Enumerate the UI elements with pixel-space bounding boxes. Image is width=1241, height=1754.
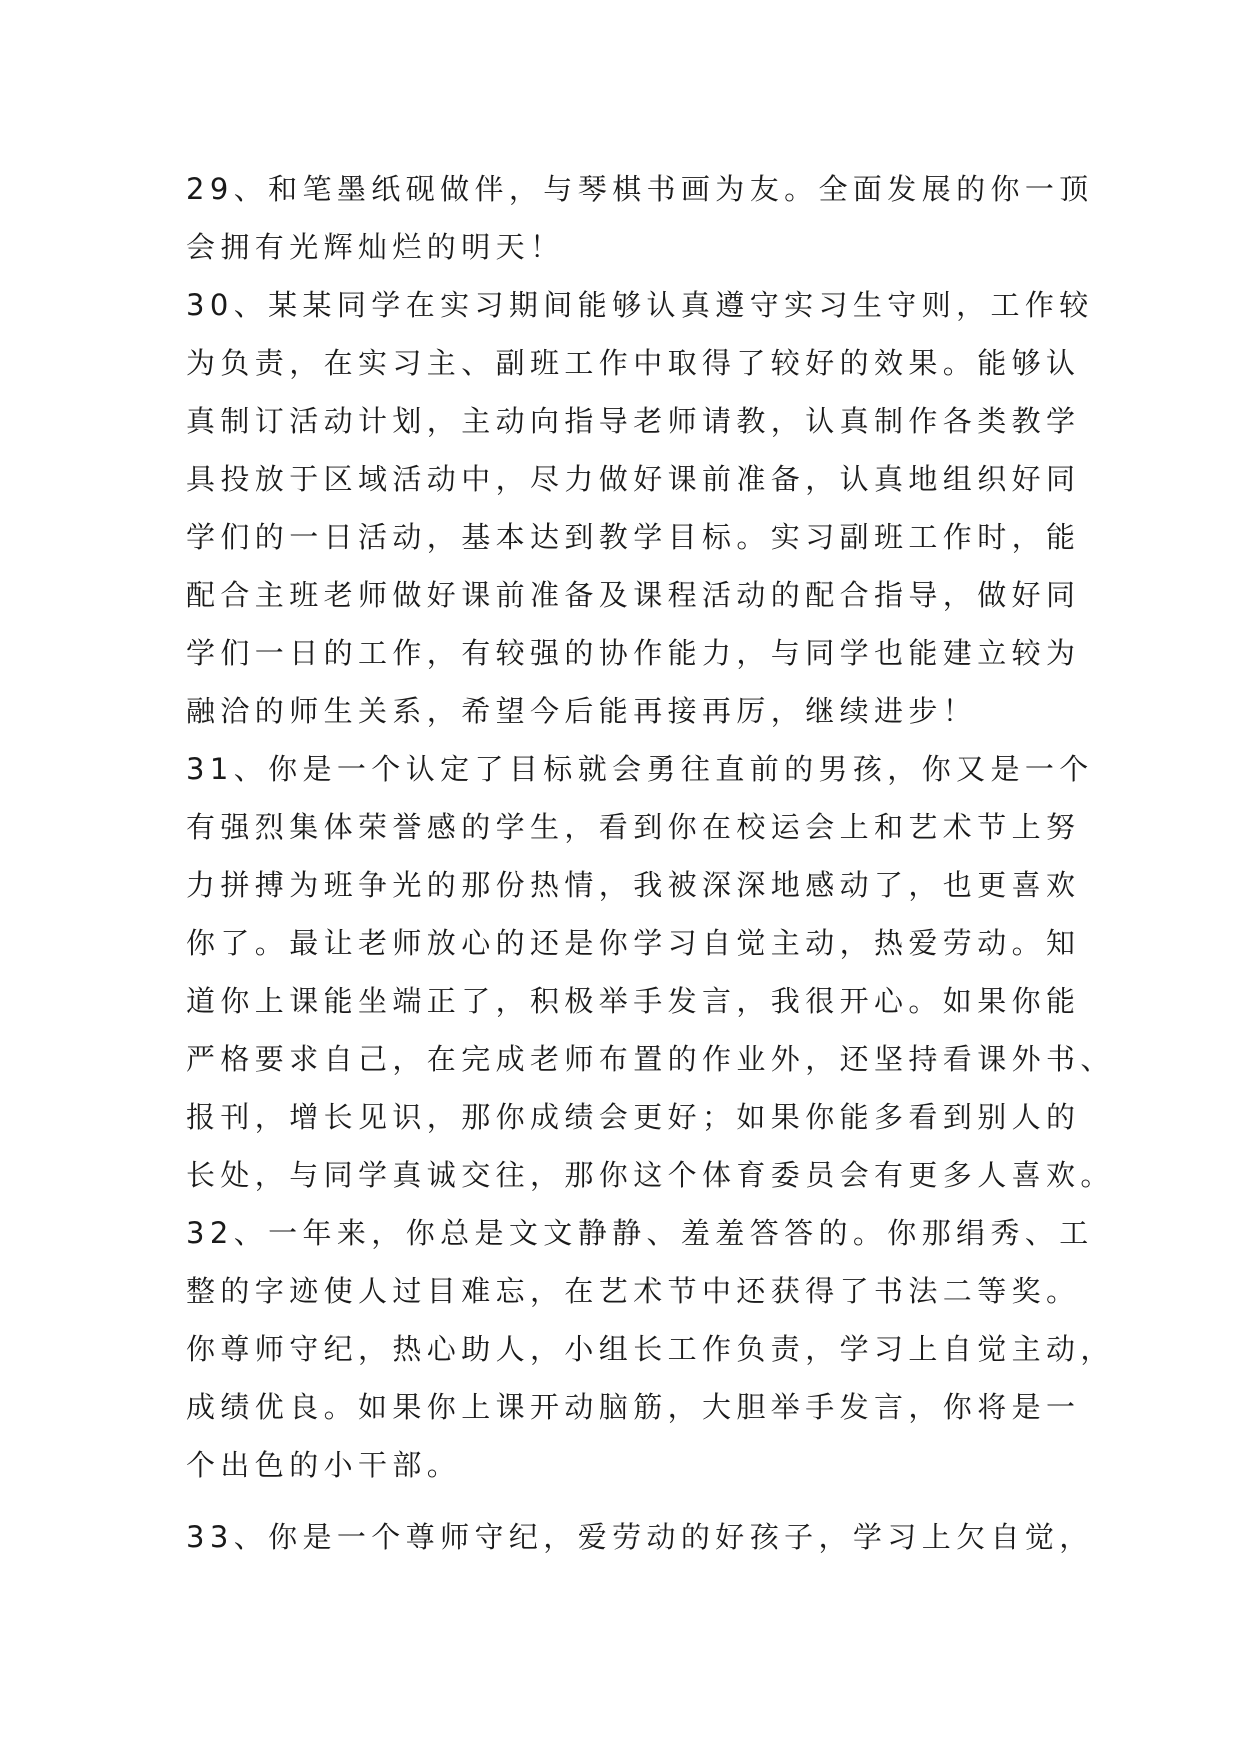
paragraph-33 (186, 1508, 1094, 1566)
text-line: 具投放于区域活动中，尽力做好课前准备，认真地组织好同 (186, 462, 1081, 496)
text-line: 真制订活动计划，主动向指导老师请教，认真制作各类教学 (186, 404, 1081, 438)
text-line: 有强烈集体荣誉感的学生，看到你在校运会上和艺术节上努 (186, 810, 1081, 844)
text-line: 报刊，增长见识，那你成绩会更好；如果你能多看到别人的 (186, 1100, 1081, 1134)
text-line: 力拼搏为班争光的那份热情，我被深深地感动了，也更喜欢 (186, 868, 1081, 902)
text-line: 成绩优良。如果你上课开动脑筋，大胆举手发言，你将是一 (186, 1390, 1081, 1424)
text-line: 你尊师守纪，热心助人，小组长工作负责，学习上自觉主动， (186, 1332, 1115, 1366)
paragraph-spacing (186, 1494, 1066, 1508)
paragraph-29 (186, 160, 1094, 276)
text-line: 长处，与同学真诚交往，那你这个体育委员会有更多人喜欢。 (186, 1158, 1115, 1192)
text-line: 32、一年来，你总是文文静静、羞羞答答的。你那绢秀、工 (186, 1216, 1094, 1250)
text-line: 融洽的师生关系，希望今后能再接再厉，继续进步！ (186, 694, 978, 728)
document-body (186, 160, 1115, 1566)
text-line: 配合主班老师做好课前准备及课程活动的配合指导，做好同 (186, 578, 1081, 612)
text-line: 33、你是一个尊师守纪，爱劳动的好孩子，学习上欠自觉， (186, 1520, 1094, 1554)
text-line: 31、你是一个认定了目标就会勇往直前的男孩，你又是一个 (186, 752, 1094, 786)
text-line: 会拥有光辉灿烂的明天！ (186, 230, 565, 264)
paragraph-30 (186, 276, 1094, 740)
text-line: 学们一日的工作，有较强的协作能力，与同学也能建立较为 (186, 636, 1081, 670)
paragraph-31 (186, 740, 1115, 1204)
text-line: 29、和笔墨纸砚做伴，与琴棋书画为友。全面发展的你一顶 (186, 172, 1094, 206)
text-line: 严格要求自己，在完成老师布置的作业外，还坚持看课外书、 (186, 1042, 1115, 1076)
text-line: 整的字迹使人过目难忘，在艺术节中还获得了书法二等奖。 (186, 1274, 1081, 1308)
text-line: 学们的一日活动，基本达到教学目标。实习副班工作时，能 (186, 520, 1081, 554)
text-line: 道你上课能坐端正了，积极举手发言，我很开心。如果你能 (186, 984, 1081, 1018)
text-line: 30、某某同学在实习期间能够认真遵守实习生守则，工作较 (186, 288, 1094, 322)
text-line: 个出色的小干部。 (186, 1448, 462, 1482)
paragraph-32 (186, 1204, 1115, 1494)
text-line: 你了。最让老师放心的还是你学习自觉主动，热爱劳动。知 (186, 926, 1081, 960)
text-line: 为负责，在实习主、副班工作中取得了较好的效果。能够认 (186, 346, 1081, 380)
